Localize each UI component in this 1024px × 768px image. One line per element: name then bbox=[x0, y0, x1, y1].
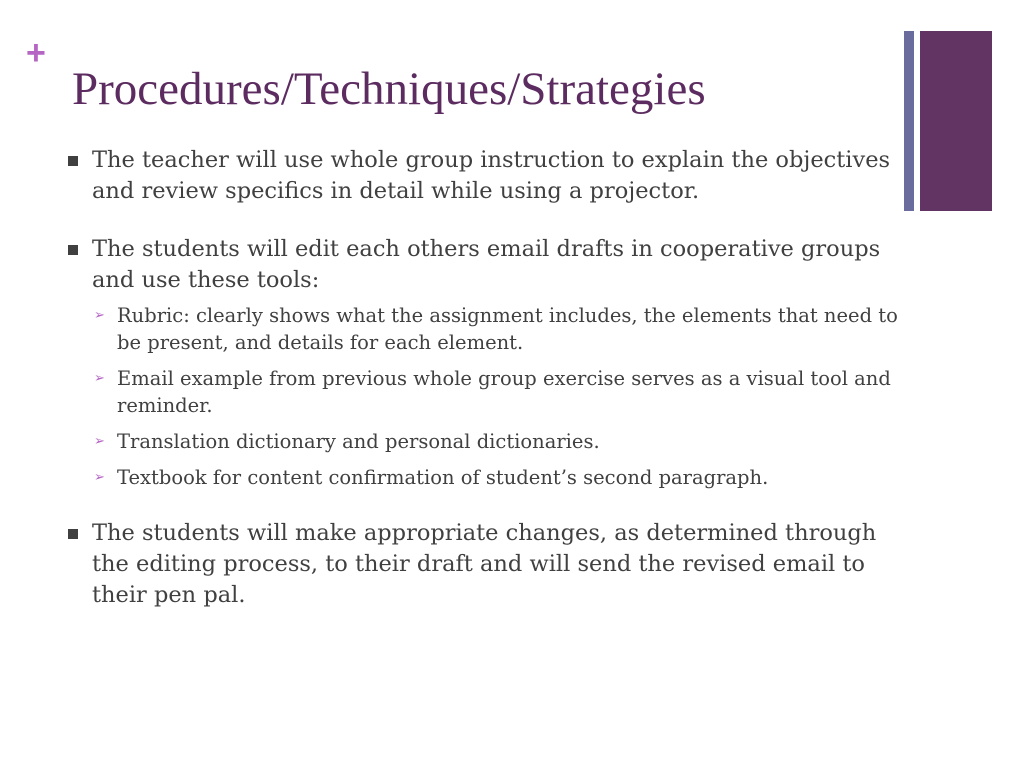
slide-title: Procedures/Techniques/Strategies bbox=[72, 63, 706, 115]
chevron-right-icon: ➢ bbox=[94, 434, 105, 449]
square-bullet-icon bbox=[68, 529, 78, 539]
chevron-right-icon: ➢ bbox=[94, 470, 105, 485]
chevron-right-icon: ➢ bbox=[94, 371, 105, 386]
bullet-text: The students will edit each others email drafts in cooperative groups and use these tools: bbox=[92, 236, 881, 293]
bullet-item-teacher-instruction bbox=[68, 145, 898, 207]
bullet-text: The students will make appropriate changes, as determined through the editing process, to their draft and will send the revised email to their pen pal. bbox=[92, 520, 877, 608]
square-bullet-icon bbox=[68, 156, 78, 166]
bullet-text: The teacher will use whole group instruction to explain the objectives and review specifics in detail while using a projector. bbox=[92, 147, 891, 204]
plus-icon: + bbox=[26, 34, 46, 72]
sub-item-text: Rubric: clearly shows what the assignment includes, the elements that need to be present, and details for each element. bbox=[117, 304, 898, 354]
chevron-right-icon: ➢ bbox=[94, 308, 105, 323]
bullet-item-peer-editing bbox=[68, 234, 898, 491]
sub-item-text: Translation dictionary and personal dictionaries. bbox=[117, 430, 600, 453]
sub-item-text: Email example from previous whole group exercise serves as a visual tool and reminder. bbox=[117, 367, 891, 417]
sub-item-dictionaries bbox=[92, 428, 898, 455]
sub-item-textbook bbox=[92, 464, 898, 491]
square-bullet-icon bbox=[68, 245, 78, 255]
accent-bar-wide bbox=[920, 31, 992, 211]
sub-item-email-example bbox=[92, 365, 898, 419]
sub-item-text: Textbook for content confirmation of student’s second paragraph. bbox=[117, 466, 769, 489]
accent-bar-thin bbox=[904, 31, 914, 211]
bullet-item-revise-and-send bbox=[68, 518, 898, 611]
bullet-list bbox=[68, 145, 898, 611]
tools-sub-list bbox=[92, 302, 898, 491]
sub-item-rubric bbox=[92, 302, 898, 356]
